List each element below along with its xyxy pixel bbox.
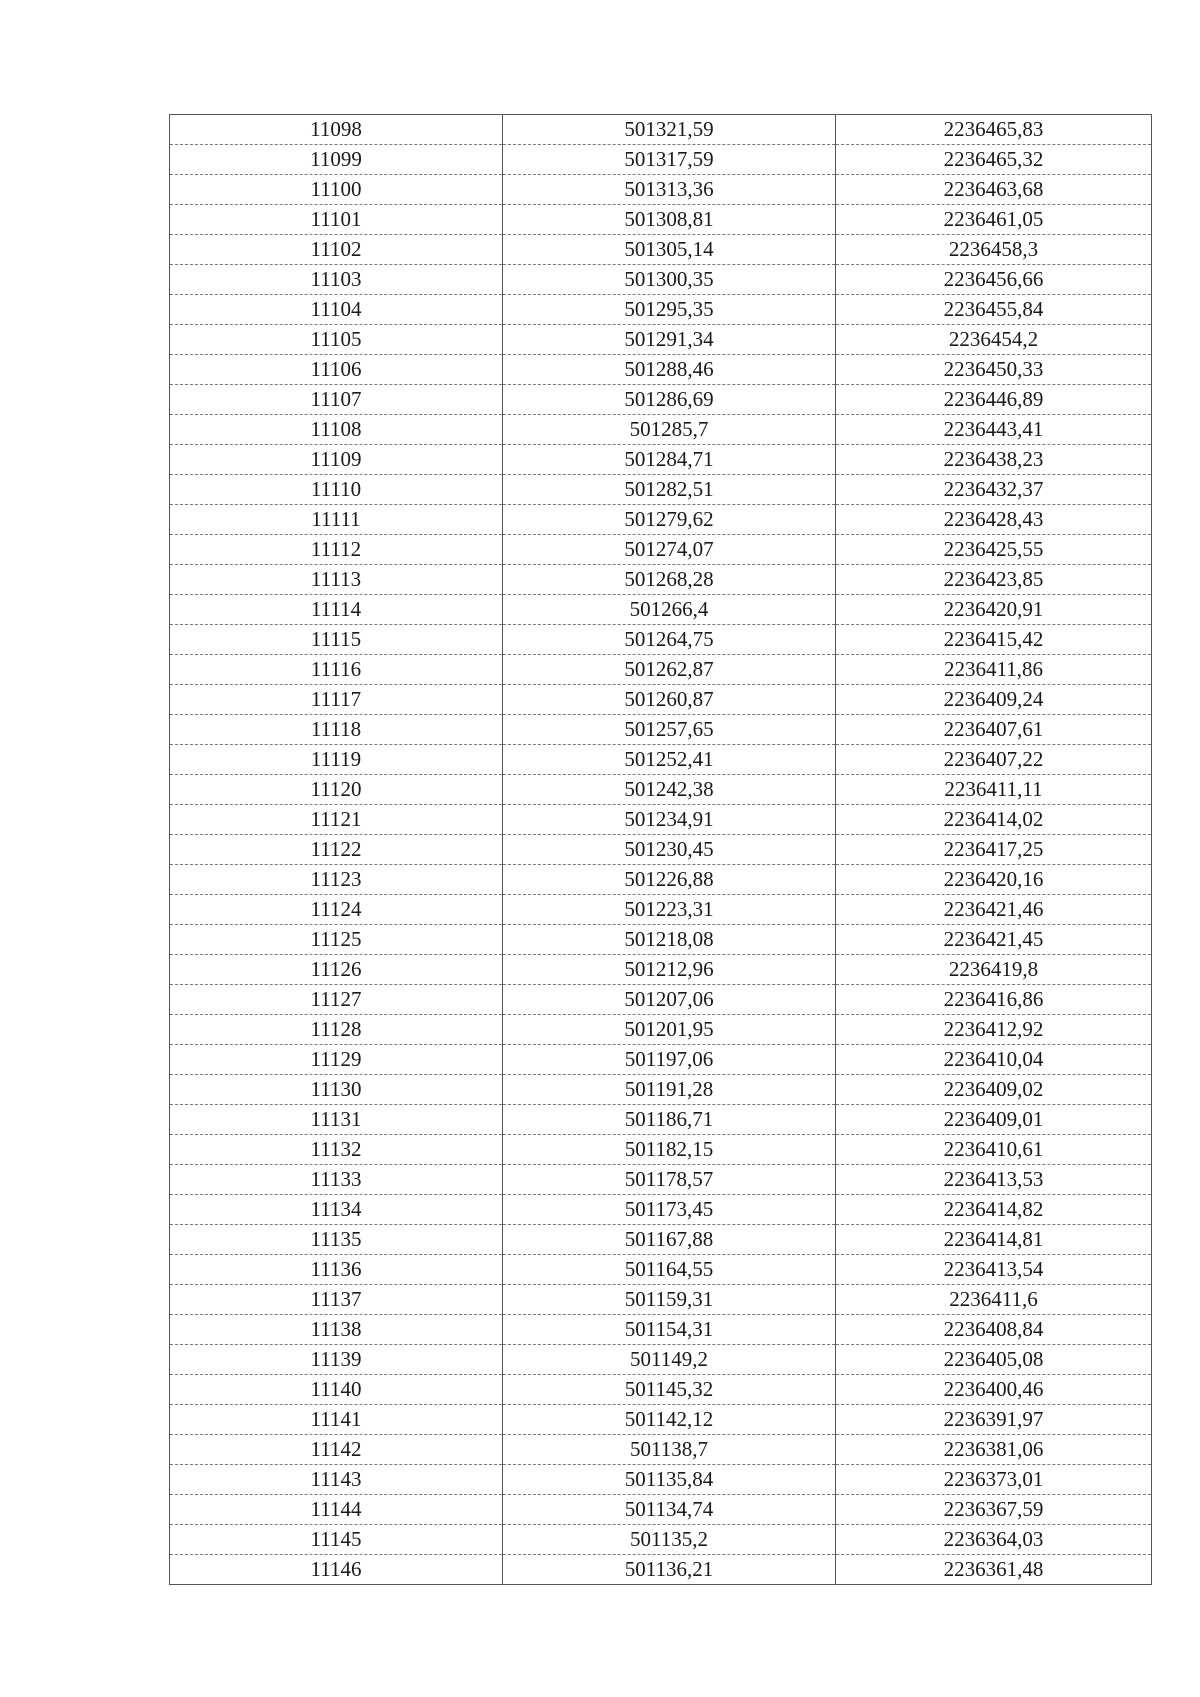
- table-row: [170, 115, 1152, 145]
- y-coordinate-cell: 2236405,08: [836, 1345, 1152, 1375]
- table-row: [170, 625, 1152, 655]
- x-coordinate-cell: 501135,2: [503, 1525, 836, 1555]
- x-coordinate-cell: 501142,12: [503, 1405, 836, 1435]
- y-coordinate-cell: 2236408,84: [836, 1315, 1152, 1345]
- y-coordinate-cell: 2236411,11: [836, 775, 1152, 805]
- table-row: [170, 505, 1152, 535]
- point-number-cell: 11104: [170, 295, 503, 325]
- y-coordinate-cell: 2236428,43: [836, 505, 1152, 535]
- point-number-cell: 11106: [170, 355, 503, 385]
- point-number-cell: 11128: [170, 1015, 503, 1045]
- x-coordinate-cell: 501218,08: [503, 925, 836, 955]
- y-coordinate-cell: 2236456,66: [836, 265, 1152, 295]
- y-coordinate-cell: 2236450,33: [836, 355, 1152, 385]
- point-number-cell: 11099: [170, 145, 503, 175]
- y-coordinate-cell: 2236454,2: [836, 325, 1152, 355]
- y-coordinate-cell: 2236414,81: [836, 1225, 1152, 1255]
- point-number-cell: 11121: [170, 805, 503, 835]
- x-coordinate-cell: 501154,31: [503, 1315, 836, 1345]
- y-coordinate-cell: 2236421,45: [836, 925, 1152, 955]
- point-number-cell: 11101: [170, 205, 503, 235]
- table-row: [170, 1015, 1152, 1045]
- table-row: [170, 1435, 1152, 1465]
- point-number-cell: 11119: [170, 745, 503, 775]
- y-coordinate-cell: 2236364,03: [836, 1525, 1152, 1555]
- x-coordinate-cell: 501136,21: [503, 1555, 836, 1585]
- point-number-cell: 11130: [170, 1075, 503, 1105]
- point-number-cell: 11118: [170, 715, 503, 745]
- point-number-cell: 11126: [170, 955, 503, 985]
- x-coordinate-cell: 501264,75: [503, 625, 836, 655]
- y-coordinate-cell: 2236409,01: [836, 1105, 1152, 1135]
- table-row: [170, 145, 1152, 175]
- y-coordinate-cell: 2236410,61: [836, 1135, 1152, 1165]
- table-row: [170, 1045, 1152, 1075]
- x-coordinate-cell: 501173,45: [503, 1195, 836, 1225]
- table-row: [170, 385, 1152, 415]
- point-number-cell: 11114: [170, 595, 503, 625]
- table-row: [170, 985, 1152, 1015]
- y-coordinate-cell: 2236413,53: [836, 1165, 1152, 1195]
- table-row: [170, 775, 1152, 805]
- table-row: [170, 1525, 1152, 1555]
- y-coordinate-cell: 2236463,68: [836, 175, 1152, 205]
- point-number-cell: 11138: [170, 1315, 503, 1345]
- table-row: [170, 535, 1152, 565]
- x-coordinate-cell: 501182,15: [503, 1135, 836, 1165]
- y-coordinate-cell: 2236407,22: [836, 745, 1152, 775]
- table-row: [170, 205, 1152, 235]
- x-coordinate-cell: 501300,35: [503, 265, 836, 295]
- point-number-cell: 11133: [170, 1165, 503, 1195]
- table-row: [170, 355, 1152, 385]
- x-coordinate-cell: 501191,28: [503, 1075, 836, 1105]
- x-coordinate-cell: 501285,7: [503, 415, 836, 445]
- x-coordinate-cell: 501197,06: [503, 1045, 836, 1075]
- table-row: [170, 1225, 1152, 1255]
- point-number-cell: 11137: [170, 1285, 503, 1315]
- point-number-cell: 11111: [170, 505, 503, 535]
- table-row: [170, 1105, 1152, 1135]
- x-coordinate-cell: 501230,45: [503, 835, 836, 865]
- y-coordinate-cell: 2236415,42: [836, 625, 1152, 655]
- y-coordinate-cell: 2236416,86: [836, 985, 1152, 1015]
- y-coordinate-cell: 2236414,02: [836, 805, 1152, 835]
- y-coordinate-cell: 2236409,24: [836, 685, 1152, 715]
- point-number-cell: 11123: [170, 865, 503, 895]
- x-coordinate-cell: 501284,71: [503, 445, 836, 475]
- y-coordinate-cell: 2236411,86: [836, 655, 1152, 685]
- point-number-cell: 11122: [170, 835, 503, 865]
- table-row: [170, 715, 1152, 745]
- x-coordinate-cell: 501223,31: [503, 895, 836, 925]
- y-coordinate-cell: 2236443,41: [836, 415, 1152, 445]
- x-coordinate-cell: 501207,06: [503, 985, 836, 1015]
- table-row: [170, 925, 1152, 955]
- table-row: [170, 895, 1152, 925]
- y-coordinate-cell: 2236446,89: [836, 385, 1152, 415]
- x-coordinate-cell: 501305,14: [503, 235, 836, 265]
- table-row: [170, 1165, 1152, 1195]
- table-row: [170, 955, 1152, 985]
- y-coordinate-cell: 2236373,01: [836, 1465, 1152, 1495]
- y-coordinate-cell: 2236410,04: [836, 1045, 1152, 1075]
- table-row: [170, 1315, 1152, 1345]
- y-coordinate-cell: 2236465,32: [836, 145, 1152, 175]
- y-coordinate-cell: 2236411,6: [836, 1285, 1152, 1315]
- table-row: [170, 805, 1152, 835]
- point-number-cell: 11110: [170, 475, 503, 505]
- x-coordinate-cell: 501159,31: [503, 1285, 836, 1315]
- table-row: [170, 745, 1152, 775]
- y-coordinate-cell: 2236417,25: [836, 835, 1152, 865]
- x-coordinate-cell: 501226,88: [503, 865, 836, 895]
- table-row: [170, 295, 1152, 325]
- x-coordinate-cell: 501262,87: [503, 655, 836, 685]
- y-coordinate-cell: 2236455,84: [836, 295, 1152, 325]
- point-number-cell: 11139: [170, 1345, 503, 1375]
- y-coordinate-cell: 2236409,02: [836, 1075, 1152, 1105]
- x-coordinate-cell: 501268,28: [503, 565, 836, 595]
- point-number-cell: 11144: [170, 1495, 503, 1525]
- x-coordinate-cell: 501288,46: [503, 355, 836, 385]
- x-coordinate-cell: 501164,55: [503, 1255, 836, 1285]
- x-coordinate-cell: 501145,32: [503, 1375, 836, 1405]
- x-coordinate-cell: 501242,38: [503, 775, 836, 805]
- coordinates-table: [169, 114, 1152, 1585]
- y-coordinate-cell: 2236361,48: [836, 1555, 1152, 1585]
- x-coordinate-cell: 501252,41: [503, 745, 836, 775]
- table-row: [170, 595, 1152, 625]
- table-row: [170, 445, 1152, 475]
- point-number-cell: 11145: [170, 1525, 503, 1555]
- point-number-cell: 11136: [170, 1255, 503, 1285]
- x-coordinate-cell: 501135,84: [503, 1465, 836, 1495]
- point-number-cell: 11125: [170, 925, 503, 955]
- point-number-cell: 11141: [170, 1405, 503, 1435]
- x-coordinate-cell: 501291,34: [503, 325, 836, 355]
- table-row: [170, 475, 1152, 505]
- x-coordinate-cell: 501186,71: [503, 1105, 836, 1135]
- x-coordinate-cell: 501201,95: [503, 1015, 836, 1045]
- point-number-cell: 11146: [170, 1555, 503, 1585]
- y-coordinate-cell: 2236400,46: [836, 1375, 1152, 1405]
- table-row: [170, 685, 1152, 715]
- y-coordinate-cell: 2236423,85: [836, 565, 1152, 595]
- point-number-cell: 11103: [170, 265, 503, 295]
- x-coordinate-cell: 501317,59: [503, 145, 836, 175]
- x-coordinate-cell: 501257,65: [503, 715, 836, 745]
- table-row: [170, 1345, 1152, 1375]
- y-coordinate-cell: 2236419,8: [836, 955, 1152, 985]
- point-number-cell: 11107: [170, 385, 503, 415]
- point-number-cell: 11112: [170, 535, 503, 565]
- table-row: [170, 325, 1152, 355]
- point-number-cell: 11098: [170, 115, 503, 145]
- x-coordinate-cell: 501138,7: [503, 1435, 836, 1465]
- y-coordinate-cell: 2236432,37: [836, 475, 1152, 505]
- y-coordinate-cell: 2236420,91: [836, 595, 1152, 625]
- table-row: [170, 655, 1152, 685]
- y-coordinate-cell: 2236367,59: [836, 1495, 1152, 1525]
- point-number-cell: 11129: [170, 1045, 503, 1075]
- x-coordinate-cell: 501149,2: [503, 1345, 836, 1375]
- table-row: [170, 175, 1152, 205]
- point-number-cell: 11131: [170, 1105, 503, 1135]
- table-row: [170, 835, 1152, 865]
- table-row: [170, 1465, 1152, 1495]
- x-coordinate-cell: 501308,81: [503, 205, 836, 235]
- point-number-cell: 11102: [170, 235, 503, 265]
- x-coordinate-cell: 501134,74: [503, 1495, 836, 1525]
- table-row: [170, 1375, 1152, 1405]
- point-number-cell: 11135: [170, 1225, 503, 1255]
- table-row: [170, 265, 1152, 295]
- point-number-cell: 11143: [170, 1465, 503, 1495]
- y-coordinate-cell: 2236414,82: [836, 1195, 1152, 1225]
- point-number-cell: 11117: [170, 685, 503, 715]
- table-row: [170, 1075, 1152, 1105]
- point-number-cell: 11108: [170, 415, 503, 445]
- x-coordinate-cell: 501313,36: [503, 175, 836, 205]
- x-coordinate-cell: 501260,87: [503, 685, 836, 715]
- table-row: [170, 565, 1152, 595]
- x-coordinate-cell: 501321,59: [503, 115, 836, 145]
- y-coordinate-cell: 2236391,97: [836, 1405, 1152, 1435]
- x-coordinate-cell: 501282,51: [503, 475, 836, 505]
- table-row: [170, 1255, 1152, 1285]
- table-row: [170, 1135, 1152, 1165]
- x-coordinate-cell: 501274,07: [503, 535, 836, 565]
- y-coordinate-cell: 2236421,46: [836, 895, 1152, 925]
- y-coordinate-cell: 2236420,16: [836, 865, 1152, 895]
- x-coordinate-cell: 501234,91: [503, 805, 836, 835]
- point-number-cell: 11113: [170, 565, 503, 595]
- y-coordinate-cell: 2236461,05: [836, 205, 1152, 235]
- x-coordinate-cell: 501167,88: [503, 1225, 836, 1255]
- point-number-cell: 11132: [170, 1135, 503, 1165]
- table-row: [170, 235, 1152, 265]
- point-number-cell: 11134: [170, 1195, 503, 1225]
- point-number-cell: 11124: [170, 895, 503, 925]
- table-row: [170, 1405, 1152, 1435]
- point-number-cell: 11105: [170, 325, 503, 355]
- point-number-cell: 11109: [170, 445, 503, 475]
- point-number-cell: 11142: [170, 1435, 503, 1465]
- y-coordinate-cell: 2236381,06: [836, 1435, 1152, 1465]
- y-coordinate-cell: 2236407,61: [836, 715, 1152, 745]
- y-coordinate-cell: 2236413,54: [836, 1255, 1152, 1285]
- y-coordinate-cell: 2236425,55: [836, 535, 1152, 565]
- point-number-cell: 11115: [170, 625, 503, 655]
- x-coordinate-cell: 501178,57: [503, 1165, 836, 1195]
- y-coordinate-cell: 2236412,92: [836, 1015, 1152, 1045]
- x-coordinate-cell: 501212,96: [503, 955, 836, 985]
- table-row: [170, 865, 1152, 895]
- x-coordinate-cell: 501286,69: [503, 385, 836, 415]
- table-row: [170, 1495, 1152, 1525]
- x-coordinate-cell: 501279,62: [503, 505, 836, 535]
- coordinates-table-body: [170, 115, 1152, 1585]
- table-row: [170, 1285, 1152, 1315]
- point-number-cell: 11140: [170, 1375, 503, 1405]
- point-number-cell: 11116: [170, 655, 503, 685]
- y-coordinate-cell: 2236438,23: [836, 445, 1152, 475]
- point-number-cell: 11100: [170, 175, 503, 205]
- point-number-cell: 11120: [170, 775, 503, 805]
- table-row: [170, 1195, 1152, 1225]
- table-row: [170, 1555, 1152, 1585]
- x-coordinate-cell: 501295,35: [503, 295, 836, 325]
- x-coordinate-cell: 501266,4: [503, 595, 836, 625]
- y-coordinate-cell: 2236465,83: [836, 115, 1152, 145]
- y-coordinate-cell: 2236458,3: [836, 235, 1152, 265]
- point-number-cell: 11127: [170, 985, 503, 1015]
- table-row: [170, 415, 1152, 445]
